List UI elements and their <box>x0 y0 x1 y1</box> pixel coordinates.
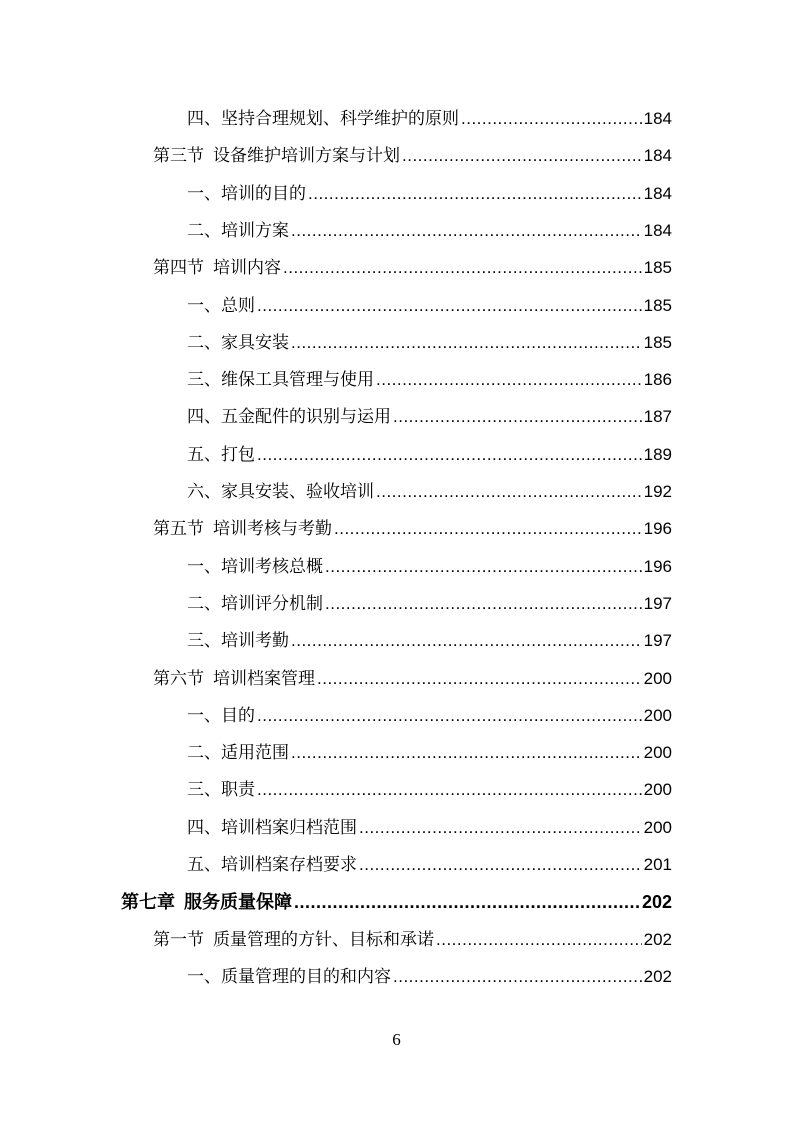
toc-entry[interactable] <box>187 104 672 134</box>
toc-entry-page: 197 <box>643 631 672 651</box>
toc-dot-leader <box>359 813 642 843</box>
toc-dot-leader <box>257 775 642 805</box>
toc-entry-title <box>187 402 391 432</box>
toc-entry-number: 一、 <box>187 183 221 204</box>
toc-entry-title <box>153 253 281 283</box>
toc-entry-page: 189 <box>643 444 672 464</box>
toc-entry-text: 职责 <box>221 780 255 801</box>
toc-entry-text: 培训考勤 <box>221 631 289 652</box>
toc-entry-text: 培训考核总概 <box>221 556 323 577</box>
toc-entry-number: 三、 <box>187 370 221 391</box>
toc-entry[interactable] <box>187 738 672 768</box>
toc-entry[interactable] <box>187 962 672 992</box>
toc-dot-leader <box>393 402 642 432</box>
toc-entry-text: 质量管理的方针、目标和承诺 <box>213 929 434 950</box>
toc-entry[interactable] <box>153 925 672 955</box>
toc-entry-text: 打包 <box>221 444 255 465</box>
toc-entry-title <box>187 216 289 246</box>
toc-entry-title <box>187 365 374 395</box>
toc-entry-number: 二、 <box>187 332 221 353</box>
toc-dot-leader <box>257 291 642 321</box>
toc-entry-number: 一、 <box>187 705 221 726</box>
toc-entry-page: 200 <box>643 817 672 837</box>
toc-entry[interactable] <box>187 365 672 395</box>
toc-entry-title <box>187 328 289 358</box>
toc-entry-text: 培训档案存档要求 <box>221 855 357 875</box>
toc-dot-leader <box>257 440 642 470</box>
toc-entry-page: 202 <box>641 892 672 913</box>
toc-dot-leader <box>334 514 642 544</box>
toc-dot-leader <box>325 552 642 582</box>
toc-entry-title <box>187 291 255 321</box>
toc-entry-page: 202 <box>643 929 672 949</box>
toc-entry-number: 二、 <box>187 743 221 764</box>
toc-entry-title <box>187 813 357 843</box>
toc-entry-title <box>153 514 332 544</box>
toc-entry-page: 186 <box>643 370 672 390</box>
toc-entry-number: 一、 <box>187 295 221 316</box>
toc-entry-text: 培训内容 <box>213 258 281 279</box>
toc-entry-page: 200 <box>643 705 672 725</box>
toc-entry-page: 201 <box>643 855 672 874</box>
toc-entry-number: 一、 <box>187 556 221 577</box>
toc-entry-page: 197 <box>643 593 672 613</box>
toc-entry-text: 家具安装、验收培训 <box>221 482 374 502</box>
toc-dot-leader <box>393 962 642 992</box>
toc-entry[interactable] <box>187 291 672 321</box>
toc-dot-leader <box>291 626 642 656</box>
toc-entry-page: 196 <box>643 556 672 576</box>
toc-entry-title <box>187 589 323 619</box>
toc-entry-title <box>187 626 289 656</box>
toc-dot-leader <box>257 701 642 731</box>
toc-entry[interactable] <box>187 179 672 209</box>
toc-entry-page: 187 <box>643 407 672 427</box>
toc-entry[interactable] <box>153 141 672 171</box>
toc-dot-leader <box>291 216 642 246</box>
toc-entry[interactable] <box>187 701 672 731</box>
toc-entry-text: 目的 <box>221 705 255 726</box>
toc-entry-text: 培训考核与考勤 <box>213 519 332 540</box>
toc-entry-number: 第七章 <box>121 892 175 914</box>
toc-entry-title <box>153 141 400 171</box>
toc-dot-leader <box>359 850 642 880</box>
toc-entry-page: 200 <box>643 668 672 688</box>
toc-entry-text: 培训档案归档范围 <box>221 817 357 838</box>
toc-entry-text: 坚持合理规划、科学维护的原则 <box>221 109 459 129</box>
page-number: 6 <box>392 1030 401 1049</box>
toc-entry-text: 维保工具管理与使用 <box>221 370 374 391</box>
toc-entry[interactable] <box>153 253 672 283</box>
toc-entry-number: 三、 <box>187 631 221 652</box>
toc-entry-title <box>187 104 459 134</box>
toc-entry[interactable] <box>187 402 672 432</box>
toc-entry-text: 设备维护培训方案与计划 <box>213 146 400 167</box>
toc-entry[interactable] <box>121 887 672 917</box>
toc-entry[interactable] <box>187 626 672 656</box>
toc-entry[interactable] <box>187 775 672 805</box>
toc-entry[interactable] <box>153 514 672 544</box>
toc-entry-title <box>187 850 357 880</box>
toc-entry-page: 185 <box>643 258 672 278</box>
toc-dot-leader <box>402 141 642 171</box>
toc-entry-number: 六、 <box>187 482 221 502</box>
toc-dot-leader <box>325 589 642 619</box>
toc-entry[interactable] <box>187 440 672 470</box>
toc-dot-leader <box>283 253 642 283</box>
toc-dot-leader <box>308 179 642 209</box>
toc-entry-text: 五金配件的识别与运用 <box>221 407 391 428</box>
toc-entry-number: 第五节 <box>153 519 204 540</box>
toc-dot-leader <box>461 104 642 134</box>
toc-dot-leader <box>291 738 642 768</box>
toc-entry-number: 四、 <box>187 109 221 129</box>
toc-entry-title <box>187 962 391 992</box>
toc-entry-number: 五、 <box>187 444 221 465</box>
toc-entry-title <box>187 552 323 582</box>
toc-entry-number: 二、 <box>187 220 221 241</box>
toc-entry-page: 185 <box>643 295 672 315</box>
toc-entry-number: 第三节 <box>153 146 204 167</box>
toc-entry-text: 适用范围 <box>221 743 289 764</box>
toc-entry-text: 总则 <box>221 295 255 316</box>
toc-dot-leader <box>436 925 642 955</box>
toc-entry-text: 家具安装 <box>221 332 289 353</box>
toc-entry-title <box>187 775 255 805</box>
toc-entry-number: 一、 <box>187 966 221 987</box>
toc-entry-page: 184 <box>643 220 672 240</box>
toc-entry-title <box>187 440 255 470</box>
toc-entry-title <box>187 738 289 768</box>
toc-entry-number: 第六节 <box>153 668 204 689</box>
toc-entry-page: 184 <box>643 183 672 203</box>
toc-entry[interactable] <box>187 850 672 880</box>
toc-entry-page: 202 <box>643 966 672 986</box>
toc-entry-number: 二、 <box>187 593 221 614</box>
toc-entry-title <box>187 701 255 731</box>
toc-entry-number: 第四节 <box>153 258 204 279</box>
toc-dot-leader <box>317 664 642 694</box>
toc-entry[interactable] <box>153 664 672 694</box>
toc-entry-page: 196 <box>643 519 672 539</box>
toc-entry-number: 第一节 <box>153 929 204 950</box>
toc-entry[interactable] <box>187 589 672 619</box>
toc-entry-number: 三、 <box>187 780 221 801</box>
toc-entry-number: 四、 <box>187 407 221 428</box>
toc-entry[interactable] <box>187 813 672 843</box>
toc-entry[interactable] <box>187 552 672 582</box>
toc-entry-title <box>187 477 374 507</box>
toc-entry-title <box>153 925 434 955</box>
toc-dot-leader <box>376 477 642 507</box>
toc-entry-number: 四、 <box>187 817 221 838</box>
toc-entry-number: 五、 <box>187 855 221 875</box>
toc-entry-page: 200 <box>643 743 672 763</box>
toc-entry-text: 培训档案管理 <box>213 668 315 689</box>
toc-entry-title <box>187 179 306 209</box>
toc-entry[interactable] <box>187 477 672 507</box>
toc-dot-leader <box>291 328 642 358</box>
toc-entry-title <box>153 664 315 694</box>
toc-entry-page: 200 <box>643 780 672 800</box>
toc-dot-leader <box>294 887 640 917</box>
toc-entry-text: 培训方案 <box>221 220 289 241</box>
toc-entry[interactable] <box>187 216 672 246</box>
toc-entry-title <box>121 888 292 918</box>
toc-entry-page: 185 <box>643 332 672 352</box>
toc-entry-page: 184 <box>643 109 672 128</box>
toc-entry-text: 培训的目的 <box>221 183 306 204</box>
toc-entry-page: 192 <box>643 482 672 501</box>
toc-entry-text: 服务质量保障 <box>184 892 292 914</box>
toc-entry[interactable] <box>187 328 672 358</box>
toc-dot-leader <box>376 365 642 395</box>
toc-entry-text: 质量管理的目的和内容 <box>221 966 391 987</box>
toc-entry-text: 培训评分机制 <box>221 593 323 614</box>
toc-entry-page: 184 <box>643 146 672 166</box>
